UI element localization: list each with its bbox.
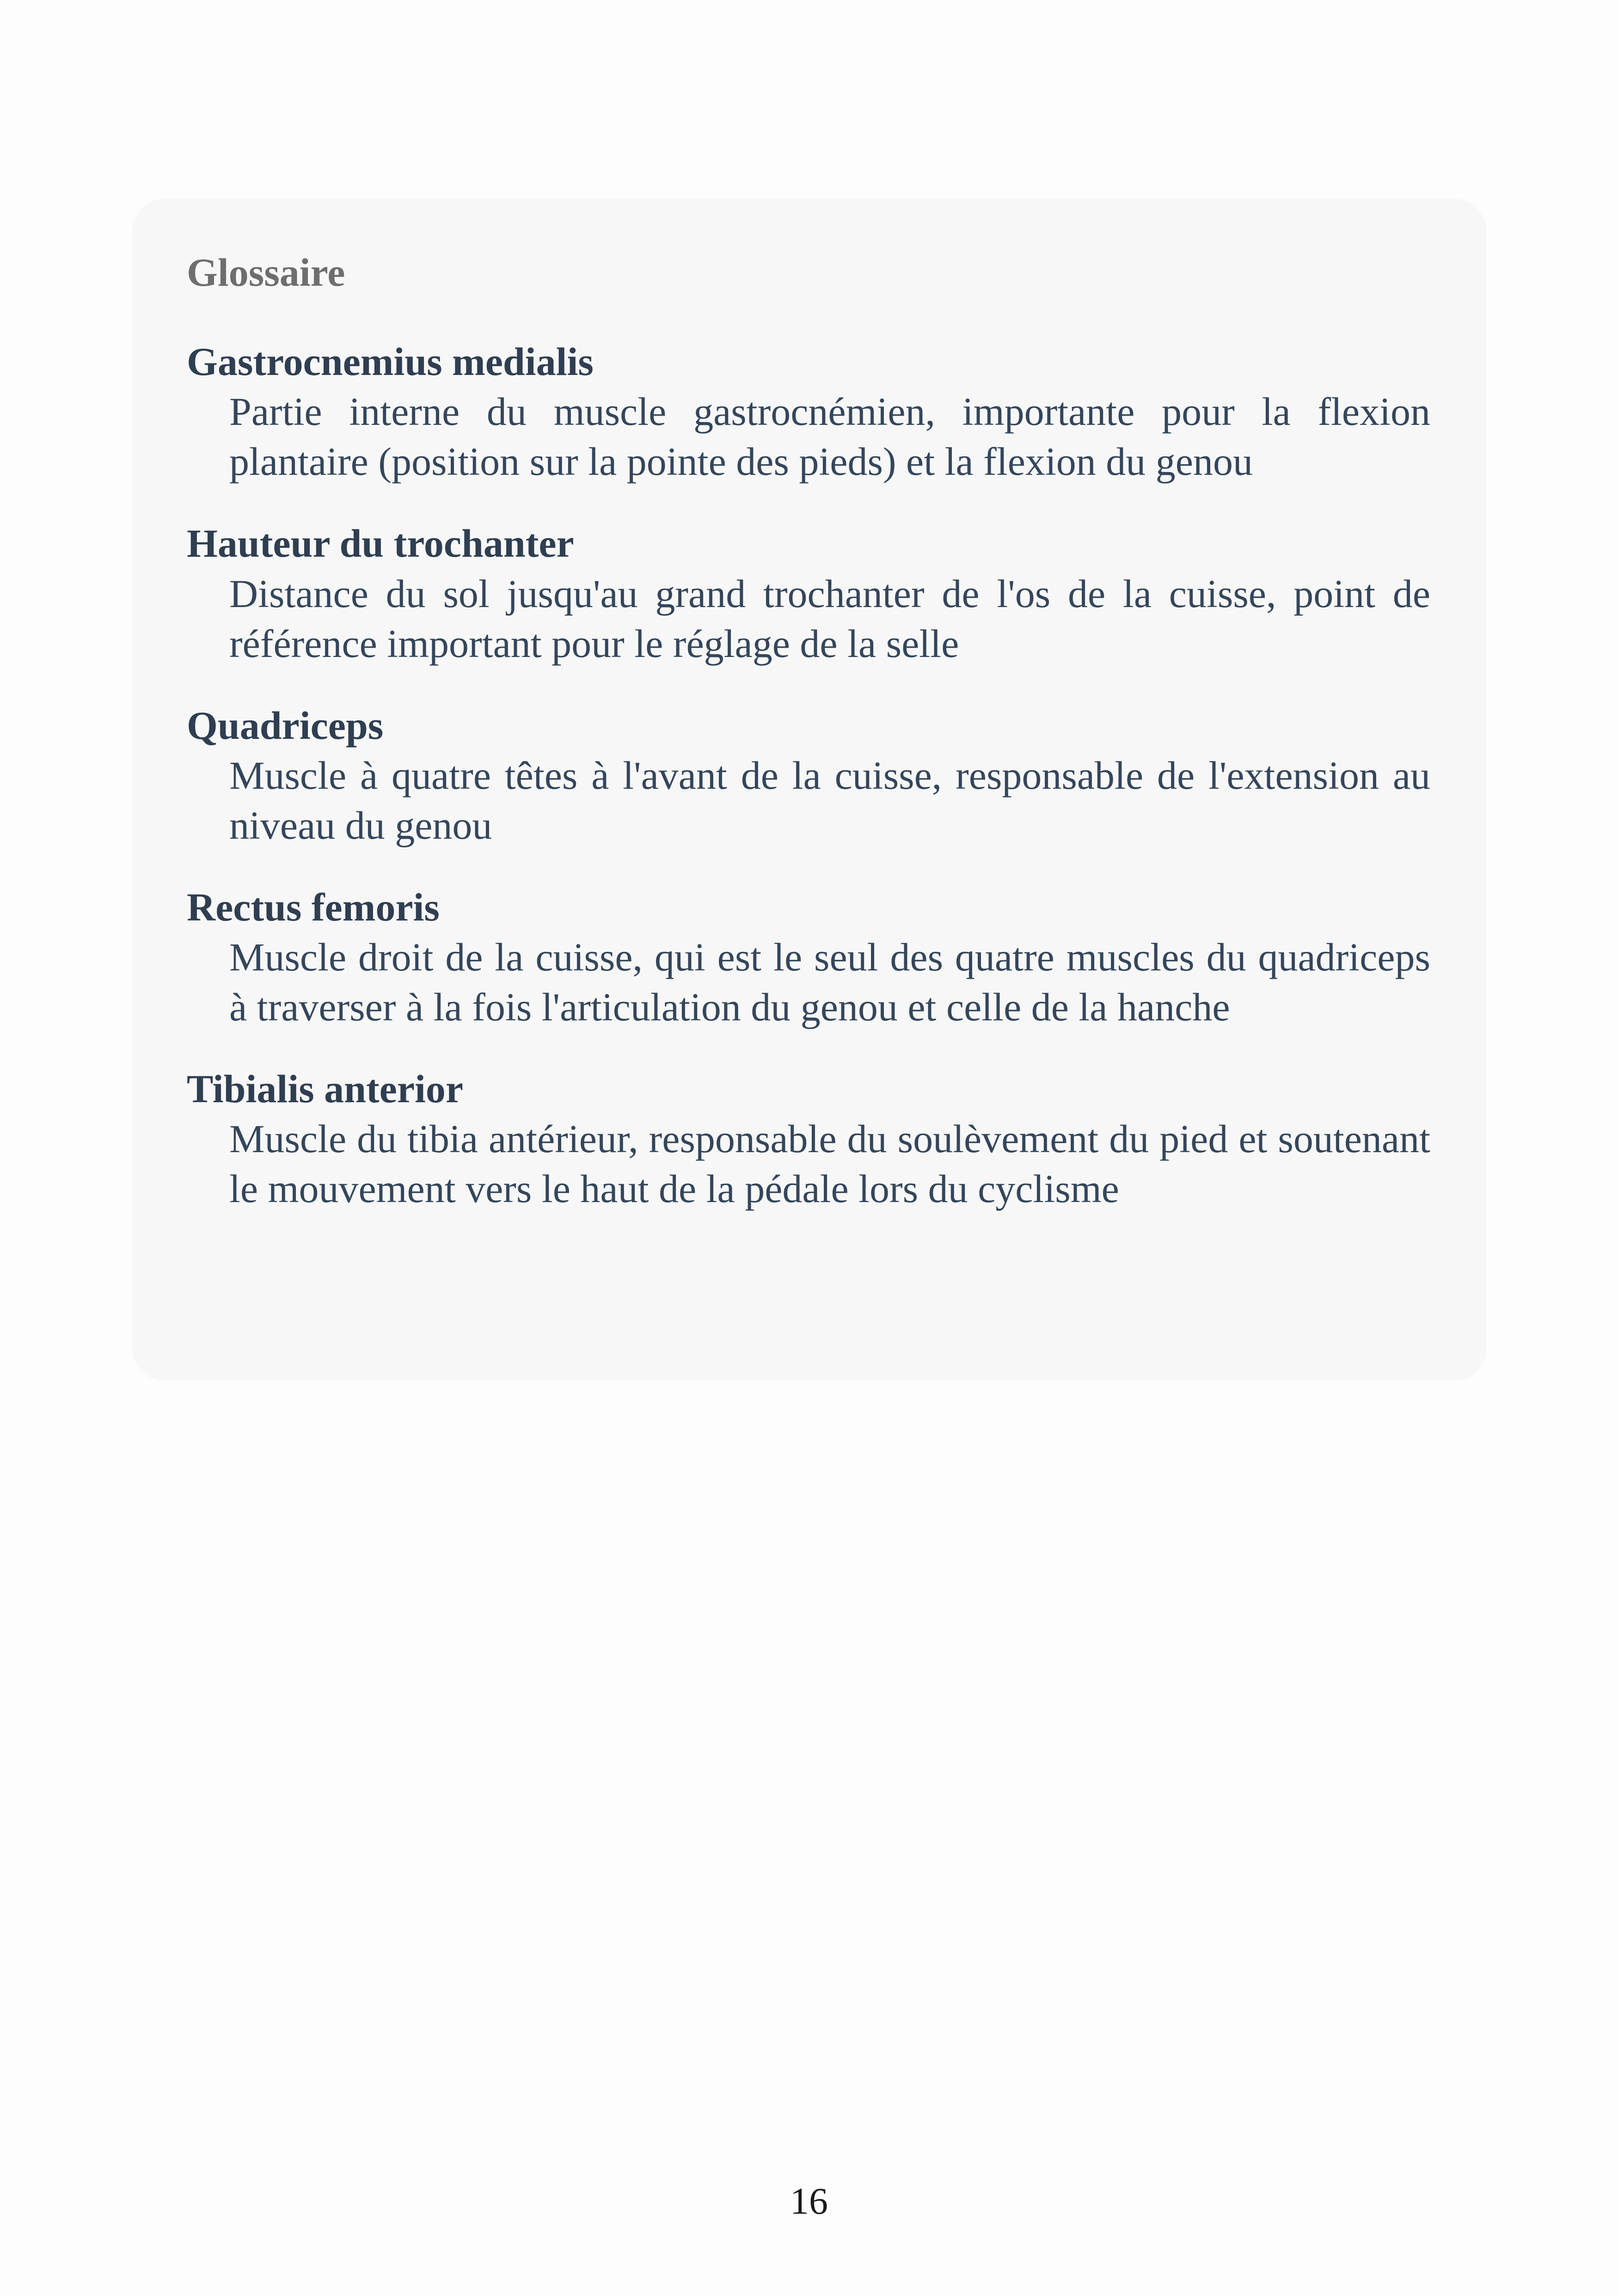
glossary-entry	[187, 702, 1430, 850]
glossary-box	[132, 199, 1487, 1381]
glossary-term: Quadriceps	[187, 703, 384, 748]
glossary-entry	[187, 338, 1430, 486]
glossary-definition: Muscle du tibia antérieur, responsable du soulèvement du pied et soutenant le mouvement vers le haut de la pédale lors du cyclisme	[229, 1117, 1430, 1211]
glossary-definition: Distance du sol jusqu'au grand trochanter de l'os de la cuisse, point de référence important pour le réglage de la selle	[229, 571, 1430, 666]
glossary-term: Gastrocnemius medialis	[187, 339, 594, 384]
glossary-term: Rectus femoris	[187, 884, 440, 929]
glossary-entry	[187, 1065, 1430, 1214]
page-number: 16	[790, 2180, 828, 2222]
glossary-entry	[187, 884, 1430, 1032]
glossary-definition: Muscle droit de la cuisse, qui est le seul des quatre muscles du quadriceps à traverser à la fois l'articulation du genou et celle de la hanche	[229, 934, 1430, 1029]
glossary-list	[187, 338, 1430, 1214]
glossary-term: Hauteur du trochanter	[187, 521, 574, 566]
glossary-definition: Partie interne du muscle gastrocnémien, importante pour la flexion plantaire (position sur la pointe des pieds) et la flexion du genou	[229, 389, 1430, 484]
glossary-definition: Muscle à quatre têtes à l'avant de la cuisse, responsable de l'extension au niveau du genou	[229, 753, 1430, 847]
glossary-title: Glossaire	[187, 250, 345, 295]
glossary-entry	[187, 520, 1430, 668]
glossary-term: Tibialis anterior	[187, 1066, 464, 1111]
